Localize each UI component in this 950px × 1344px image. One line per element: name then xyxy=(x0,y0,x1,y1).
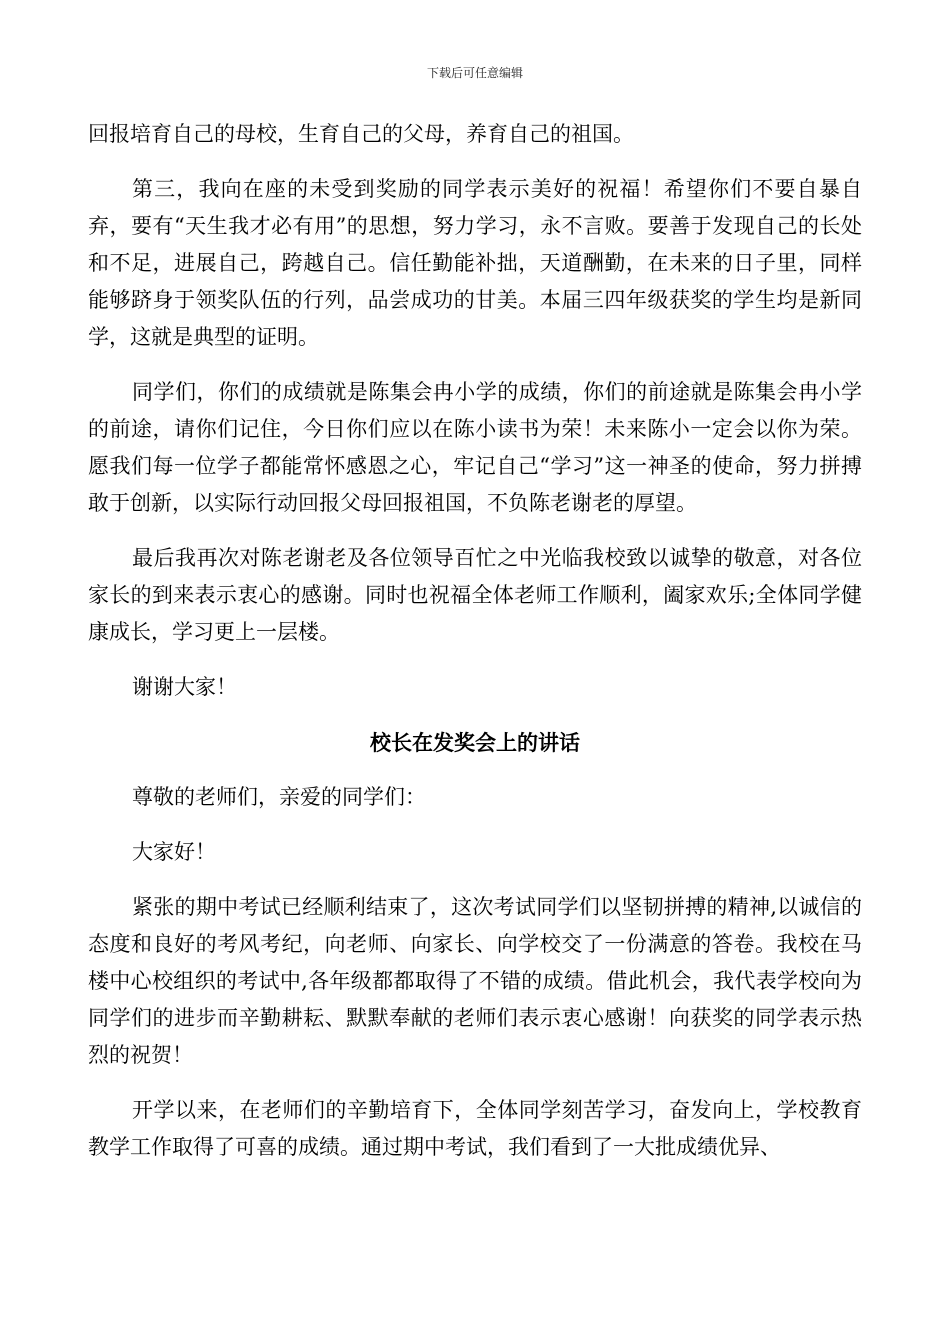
paragraph-closing-thanks: 最后我再次对陈老谢老及各位领导百忙之中光临我校致以诚挚的敬意，对各位家长的到来表示衷心的感谢。同时也祝福全体老师工作顺利，阖家欢乐;全体同学健康成长，学习更上一层楼。 xyxy=(88,546,862,644)
paragraph-students-achievement: 同学们，你们的成绩就是陈集会冉小学的成绩，你们的前途就是陈集会冉小学的前途，请你们记住，今日你们应以在陈小读书为荣！未来陈小一定会以你为荣。愿我们每一位学子都能常怀感恩之心，牢记自己“学习”这一神圣的使命，努力拼搏敢于创新，以实际行动回报父母回报祖国，不负陈老谢老的厚望。 xyxy=(88,380,862,515)
paragraph-greeting: 大家好！ xyxy=(132,840,216,864)
paragraph-semester-progress: 开学以来，在老师们的辛勤培育下，全体同学刻苦学习，奋发向上，学校教育教学工作取得了可喜的成绩。通过期中考试，我们看到了一大批成绩优异、 xyxy=(88,1098,862,1159)
paragraph-thank-you: 谢谢大家！ xyxy=(132,675,237,699)
page-header-note: 下载后可任意编辑 xyxy=(426,66,523,80)
speech-title: 校长在发奖会上的讲话 xyxy=(370,730,580,755)
document-body xyxy=(88,116,862,1184)
paragraph-third-wish: 第三，我向在座的未受到奖励的同学表示美好的祝福！希望你们不要自暴自弃，要有“天生我才必有用”的思想，努力学习，永不言败。要善于发现自己的长处和不足，进展自己，跨越自己。信任勤能补拙，天道酬勤，在未来的日子里，同样能够跻身于领奖队伍的行列，品尝成功的甘美。本届三四年级获奖的学生均是新同学，这就是典型的证明。 xyxy=(88,177,862,349)
paragraph-midterm-results: 紧张的期中考试已经顺利结束了，这次考试同学们以坚韧拼搏的精神,以诚信的态度和良好的考风考纪，向老师、向家长、向学校交了一份满意的答卷。我校在马楼中心校组织的考试中,各年级都都取得了不错的成绩。借此机会，我代表学校向为同学们的进步而辛勤耕耘、默默奉献的老师们表示衷心感谢！向获奖的同学表示热烈的祝贺！ xyxy=(88,895,862,1067)
paragraph-salutation: 尊敬的老师们，亲爱的同学们： xyxy=(132,785,426,809)
paragraph-continuation: 回报培育自己的母校，生育自己的父母，养育自己的祖国。 xyxy=(88,122,634,146)
